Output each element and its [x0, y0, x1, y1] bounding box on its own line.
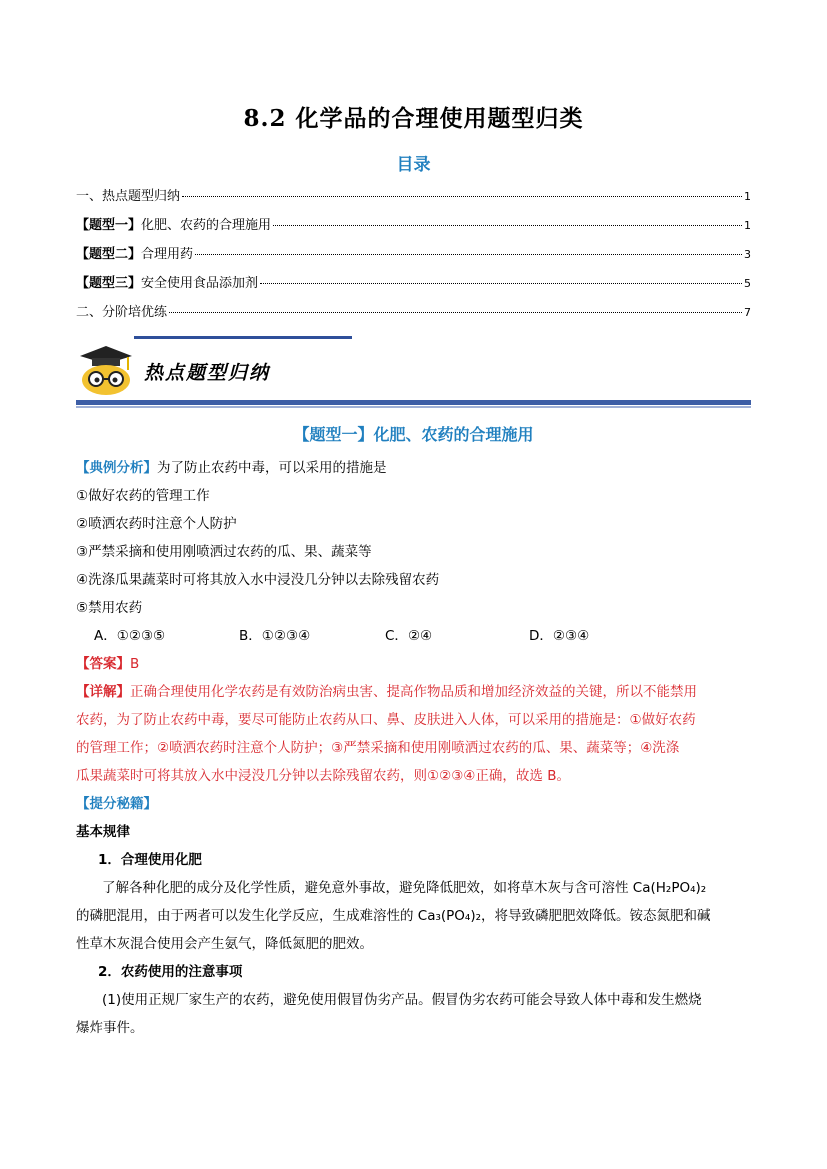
detail-line: 的管理工作；②喷洒农药时注意个人防护；③严禁采摘和使用刚喷洒过农药的瓜、果、蔬菜等；④洗涤: [76, 740, 680, 756]
banner-top-rule: [134, 336, 352, 339]
answer-options: [76, 622, 751, 650]
banner-title: 热点题型归纳: [144, 362, 271, 384]
statement-item: ①做好农药的管理工作: [76, 488, 210, 504]
question-text: 为了防止农药中毒，可以采用的措施是: [157, 460, 387, 476]
answer-tag: 【答案】: [76, 656, 130, 672]
banner-bottom-rule: [76, 400, 751, 405]
toc-item-tag: 【题型一】: [76, 218, 142, 233]
toc-item-page: 7: [744, 306, 751, 319]
paragraph-line: 了解各种化肥的成分及化学性质，避免意外事故，避免降低肥效，如将草木灰与含可溶性 Ca(H₂PO₄)₂: [102, 880, 707, 896]
detail-line: 【详解】正确合理使用化学农药是有效防治病虫害、提高作物品质和增加经济效益的关键，所以不能禁用: [76, 684, 697, 700]
answer-line: [76, 650, 751, 678]
rules-heading: 基本规律: [76, 824, 130, 840]
scholar-mascot-icon: [78, 344, 134, 396]
section-title: 【题型一】化肥、农药的合理施用: [293, 425, 534, 444]
toc-item-label: 化肥、农药的合理施用: [141, 218, 272, 233]
toc-item[interactable]: [76, 185, 751, 214]
option-b[interactable]: B．①②③④: [239, 628, 311, 644]
option-c[interactable]: C．②④: [385, 628, 433, 644]
toc-item-tag: 【题型二】: [76, 247, 142, 262]
toc-item-tag: 【题型三】: [76, 276, 142, 291]
tips-tag: 【提分秘籍】: [76, 796, 157, 812]
subheading-fertilizer: 1．合理使用化肥: [98, 852, 202, 868]
toc-heading: 目录: [396, 155, 431, 175]
page-title: 8.2 化学品的合理使用题型归类: [243, 105, 584, 132]
toc-leader: [195, 254, 742, 255]
statement-item: ②喷洒农药时注意个人防护: [76, 516, 237, 532]
toc-item[interactable]: [76, 243, 751, 272]
toc-leader: [273, 225, 742, 226]
toc-item-page: 1: [744, 190, 751, 203]
option-d[interactable]: D．②③④: [529, 628, 590, 644]
toc-item[interactable]: [76, 272, 751, 301]
statement-item: ④洗涤瓜果蔬菜时可将其放入水中浸没几分钟以去除残留农药: [76, 572, 440, 588]
toc-item-page: 5: [744, 277, 751, 290]
example-tag: 【典例分析】: [76, 460, 157, 476]
paragraph-line: 爆炸事件。: [76, 1020, 144, 1036]
paragraph-line: 的磷肥混用，由于两者可以发生化学反应，生成难溶性的 Ca₃(PO₄)₂，将导致磷肥肥效降低。铵态氮肥和碱: [76, 908, 711, 924]
paragraph-line: (1)使用正规厂家生产的农药，避免使用假冒伪劣产品。假冒伪劣农药可能会导致人体中毒和发生燃烧: [102, 992, 702, 1008]
section-banner: [76, 336, 751, 410]
toc-item-page: 1: [744, 219, 751, 232]
detail-line: 农药，为了防止农药中毒，要尽可能防止农药从口、鼻、皮肤进入人体，可以采用的措施是：①做好农药: [76, 712, 696, 728]
toc-item-label: 安全使用食品添加剂: [141, 276, 259, 291]
toc-item-label: 一、热点题型归纳: [76, 189, 181, 204]
statement-item: ⑤禁用农药: [76, 600, 143, 616]
toc-item[interactable]: [76, 214, 751, 243]
toc-item-page: 3: [744, 248, 751, 261]
section-body: [76, 454, 751, 1042]
subheading-pesticide: 2．农药使用的注意事项: [98, 964, 243, 980]
paragraph-line: 性草木灰混合使用会产生氨气，降低氮肥的肥效。: [76, 936, 373, 952]
toc-leader: [182, 196, 742, 197]
option-a[interactable]: A．①②③⑤: [94, 628, 166, 644]
toc-item-label: 二、分阶培优练: [76, 305, 168, 320]
toc-leader: [260, 283, 742, 284]
answer-value: B: [130, 656, 140, 672]
detail-line: 瓜果蔬菜时可将其放入水中浸没几分钟以去除残留农药，则①②③④正确，故选 B。: [76, 768, 570, 784]
banner-bottom-rule-thin: [76, 406, 751, 408]
statement-item: ③严禁采摘和使用刚喷洒过农药的瓜、果、蔬菜等: [76, 544, 372, 560]
question-line: [76, 454, 751, 482]
toc-item[interactable]: [76, 301, 751, 330]
table-of-contents: [76, 185, 751, 330]
detail-tag: 【详解】: [76, 684, 130, 700]
toc-item-label: 合理用药: [141, 247, 194, 262]
toc-leader: [169, 312, 742, 313]
